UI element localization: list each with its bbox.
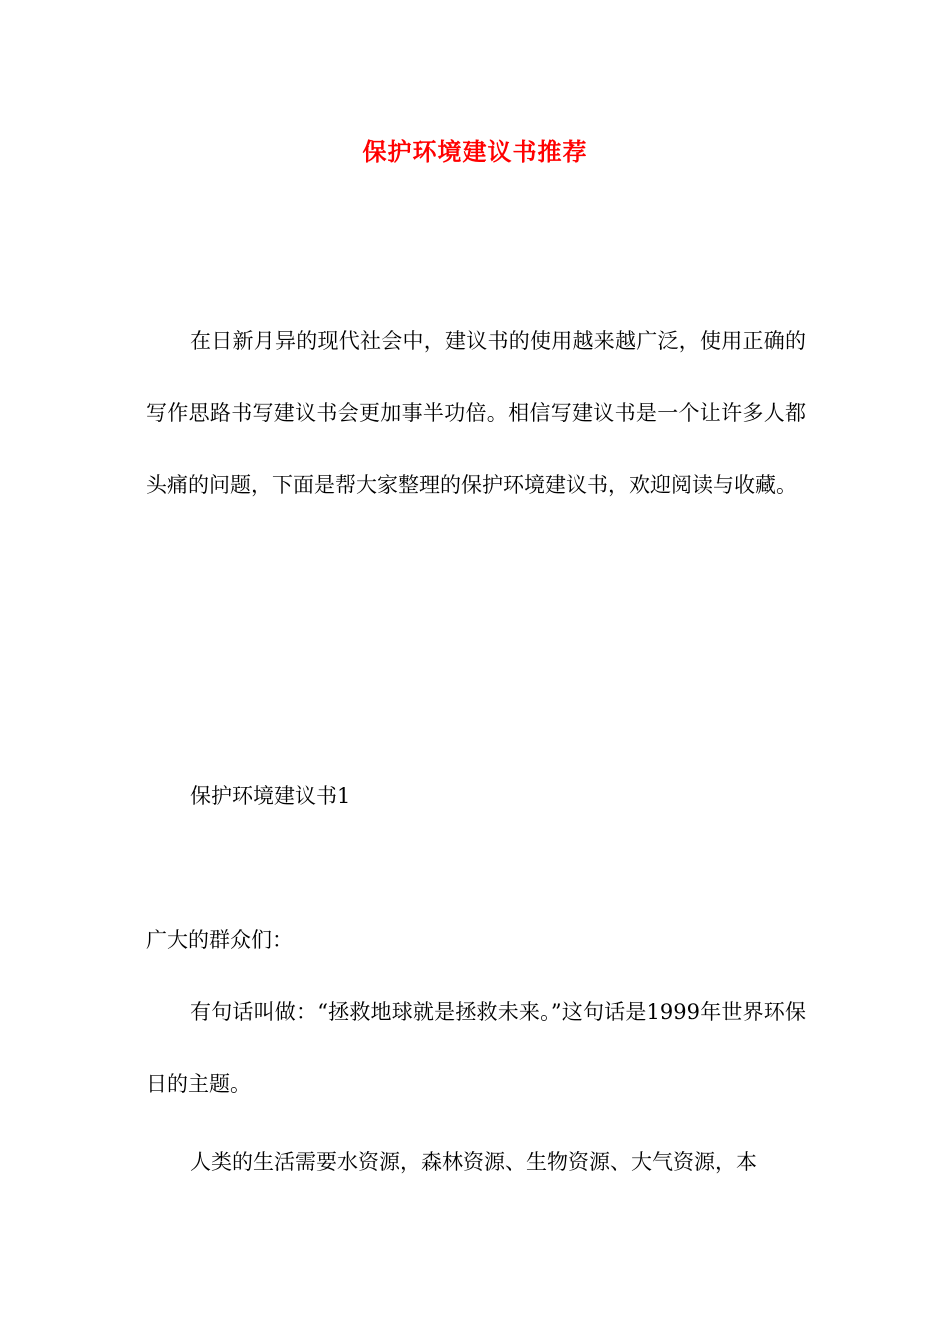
- intro-paragraph: 在日新月异的现代社会中，建议书的使用越来越广泛，使用正确的写作思路书写建议书会更加事半功倍。相信写建议书是一个让许多人都头痛的问题，下面是帮大家整理的保护环境建议书，欢迎阅读与收藏。: [146, 329, 806, 497]
- section-heading: 保护环境建议书1: [190, 784, 351, 808]
- document-title: 保护环境建议书推荐: [362, 137, 588, 166]
- greeting-line: 广大的群众们：: [146, 928, 293, 952]
- body-paragraph-1: 有句话叫做：“拯救地球就是拯救未来。”这句话是1999年世界环保日的主题。: [146, 1000, 806, 1096]
- body-paragraph-2: 人类的生活需要水资源，森林资源、生物资源、大气资源，本: [190, 1150, 757, 1174]
